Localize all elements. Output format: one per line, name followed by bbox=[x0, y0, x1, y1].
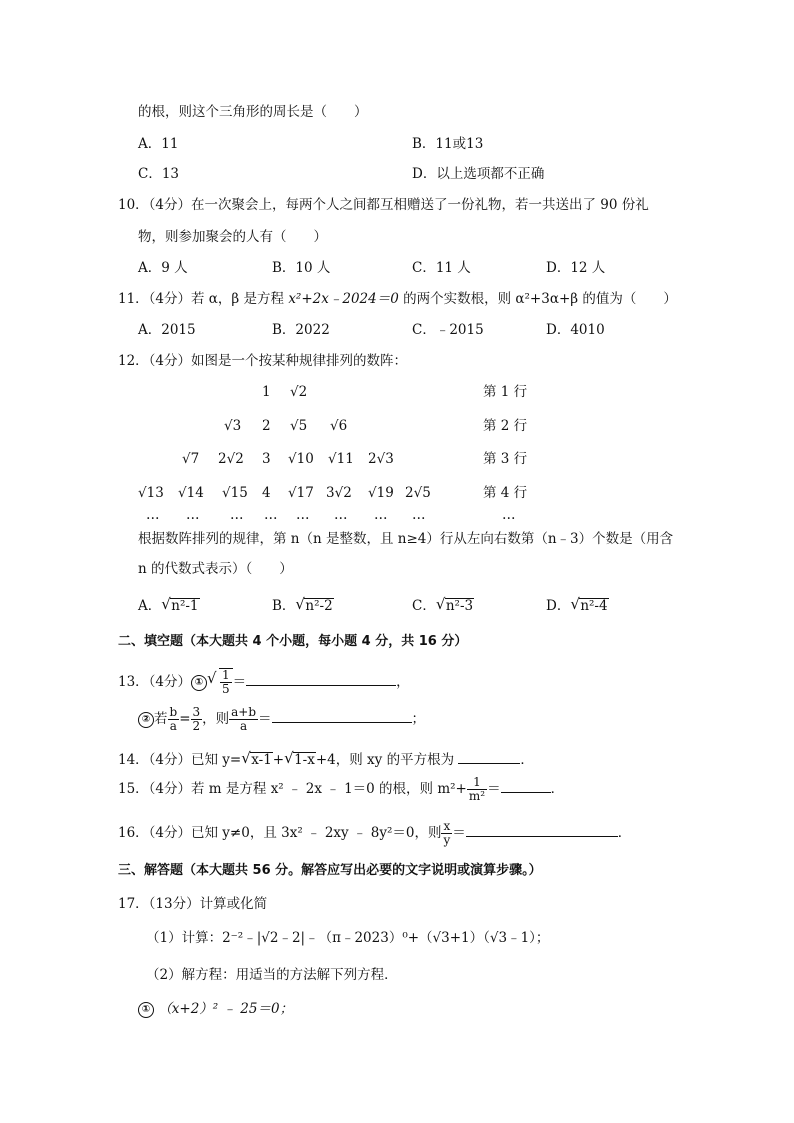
q16-answer-blank[interactable] bbox=[466, 822, 618, 837]
array-row-label-1: 第 1 行 bbox=[483, 384, 528, 400]
array-r4-item: 2√5 bbox=[405, 485, 431, 501]
array-r4-item: √13 bbox=[138, 485, 164, 501]
array-r3-item: √11 bbox=[328, 451, 354, 467]
q12-option-b-radicand: n²-2 bbox=[305, 598, 333, 614]
q17-part1: （1）计算：2⁻²﹣|√2﹣2|﹣（π﹣2023）⁰+（√3+1）（√3﹣1）； bbox=[146, 930, 550, 946]
array-r1-item: 1 bbox=[262, 384, 271, 400]
q14-answer-blank[interactable] bbox=[458, 749, 520, 764]
q11-option-c: C．﹣2015 bbox=[412, 322, 484, 338]
array-r4-item: √14 bbox=[178, 485, 204, 501]
q11-option-a: A．2015 bbox=[138, 322, 196, 338]
q17-part2: （2）解方程：用适当的方法解下列方程． bbox=[146, 967, 398, 983]
array-r2-item: 2 bbox=[262, 418, 271, 434]
q9-option-b: B．11或13 bbox=[412, 136, 484, 152]
array-r2-item: √6 bbox=[330, 418, 348, 434]
q11-option-b: B．2022 bbox=[272, 322, 330, 338]
array-ellipsis: … bbox=[412, 507, 426, 523]
q10-option-a: A．9 人 bbox=[138, 260, 188, 276]
section-3-title: 三、解答题（本大题共 56 分。解答应写出必要的文字说明或演算步骤。） bbox=[118, 863, 542, 878]
q11-pre: 11．（4分）若 α，β 是方程 bbox=[118, 291, 289, 307]
q17-equation-1: ① （x+2）² ﹣ 25＝0； bbox=[138, 1000, 293, 1018]
q11-option-d: D．4010 bbox=[546, 322, 605, 338]
q11-stem bbox=[118, 290, 677, 308]
q15-stem: 15．（4分）若 m 是方程 x² ﹣ 2x ﹣ 1＝0 的根，则 m²+ $\frac{1}{\text{m²}}$ ＝ ． bbox=[118, 775, 565, 803]
q12-option-d: D．√ n²-4 bbox=[546, 597, 609, 615]
circled-1-icon: ① bbox=[191, 675, 207, 691]
array-row-label-2: 第 2 行 bbox=[483, 418, 528, 434]
q10-stem-line2: 物，则参加聚会的人有（ ） bbox=[138, 229, 327, 245]
array-ellipsis: … bbox=[296, 507, 310, 523]
q12-question-line1: 根据数阵排列的规律，第 n（n 是整数，且 n≥4）行从左向右数第（n﹣3）个数是（用含 bbox=[138, 531, 674, 547]
q16-stem: 16．（4分）已知 y≠0，且 3x² ﹣ 2xy ﹣ 8y²＝0，则 $\frac{x}{y}$ ＝ ． bbox=[118, 819, 632, 847]
q13-part1: 13．（4分） ① √ $\frac{1}{5}$ ＝ ， bbox=[118, 668, 410, 696]
q15-answer-blank[interactable] bbox=[501, 778, 551, 793]
q14-stem: 14．（4分）已知 y=√ x-1+√ 1-x+4，则 xy 的平方根为 ． bbox=[118, 749, 534, 769]
q9-stem: 的根，则这个三角形的周长是（ ） bbox=[138, 104, 368, 120]
section-2-title: 二、填空题（本大题共 4 个小题，每小题 4 分，共 16 分） bbox=[118, 634, 468, 649]
q12-option-d-radicand: n²-4 bbox=[580, 598, 608, 614]
q12-option-a: A．√ n²-1 bbox=[138, 597, 200, 615]
circled-2-icon: ② bbox=[138, 712, 154, 728]
q12-option-c: C．√ n²-3 bbox=[412, 597, 474, 615]
array-r2-item: √5 bbox=[290, 418, 308, 434]
array-row-label-3: 第 3 行 bbox=[483, 451, 528, 467]
array-r3-item: √10 bbox=[288, 451, 314, 467]
array-r2-item: √3 bbox=[224, 418, 242, 434]
q13-answer-blank-1[interactable] bbox=[246, 671, 396, 686]
array-r4-item: √19 bbox=[368, 485, 394, 501]
array-r3-item: 2√3 bbox=[368, 451, 394, 467]
q12-option-c-radicand: n²-3 bbox=[445, 598, 474, 614]
q10-stem-line1: 10．（4分）在一次聚会上，每两个人之间都互相赠送了一份礼物，若一共送出了 90 份礼 bbox=[118, 197, 649, 213]
q11-mid: 的两个实数根，则 α²+3α+β 的值为（ ） bbox=[398, 291, 677, 307]
array-r4-item: 3√2 bbox=[326, 485, 352, 501]
q12-option-a-radicand: n²-1 bbox=[171, 598, 199, 614]
q10-option-d: D．12 人 bbox=[546, 260, 606, 276]
q9-option-a: A．11 bbox=[138, 136, 179, 152]
q10-option-c: C．11 人 bbox=[412, 260, 471, 276]
array-r3-item: √7 bbox=[182, 451, 200, 467]
array-ellipsis: … bbox=[334, 507, 348, 523]
circled-1-icon: ① bbox=[138, 1002, 154, 1018]
array-r4-item: 4 bbox=[262, 485, 271, 501]
array-r4-item: √17 bbox=[288, 485, 314, 501]
array-ellipsis: … bbox=[374, 507, 388, 523]
q10-option-b: B．10 人 bbox=[272, 260, 331, 276]
q13-part2: ② 若 $\frac{b}{a}$ = $\frac{3}{2}$ ，则 $\frac{a+b}{a}$ ＝ ； bbox=[138, 706, 425, 733]
q9-option-d: D．以上选项都不正确 bbox=[412, 166, 545, 182]
q17-title: 17．（13分）计算或化简 bbox=[118, 896, 268, 912]
q13-fraction: √ $\frac{1}{5}$ bbox=[222, 668, 230, 696]
array-r1-item: √2 bbox=[290, 384, 308, 400]
q12-option-b: B．√ n²-2 bbox=[272, 597, 334, 615]
array-ellipsis: … bbox=[146, 507, 160, 523]
q17-part1-expression: 2⁻²﹣|√2﹣2|﹣（π﹣2023）⁰+（√3+1）（√3﹣1）； bbox=[222, 930, 550, 946]
q9-option-c: C．13 bbox=[138, 166, 180, 182]
q12-question-line2: n 的代数式表示）（ ） bbox=[138, 561, 293, 577]
array-ellipsis: … bbox=[230, 507, 244, 523]
array-r3-item: 2√2 bbox=[218, 451, 244, 467]
array-ellipsis: … bbox=[264, 507, 278, 523]
q12-stem: 12．（4分）如图是一个按某种规律排列的数阵： bbox=[118, 353, 408, 369]
array-ellipsis: … bbox=[186, 507, 200, 523]
array-r3-item: 3 bbox=[262, 451, 271, 467]
array-ellipsis: … bbox=[502, 507, 516, 523]
array-row-label-4: 第 4 行 bbox=[483, 485, 528, 501]
array-r4-item: √15 bbox=[222, 485, 248, 501]
q11-equation: x²+2x﹣2024＝0 bbox=[288, 291, 399, 307]
q13-answer-blank-2[interactable] bbox=[272, 708, 412, 723]
